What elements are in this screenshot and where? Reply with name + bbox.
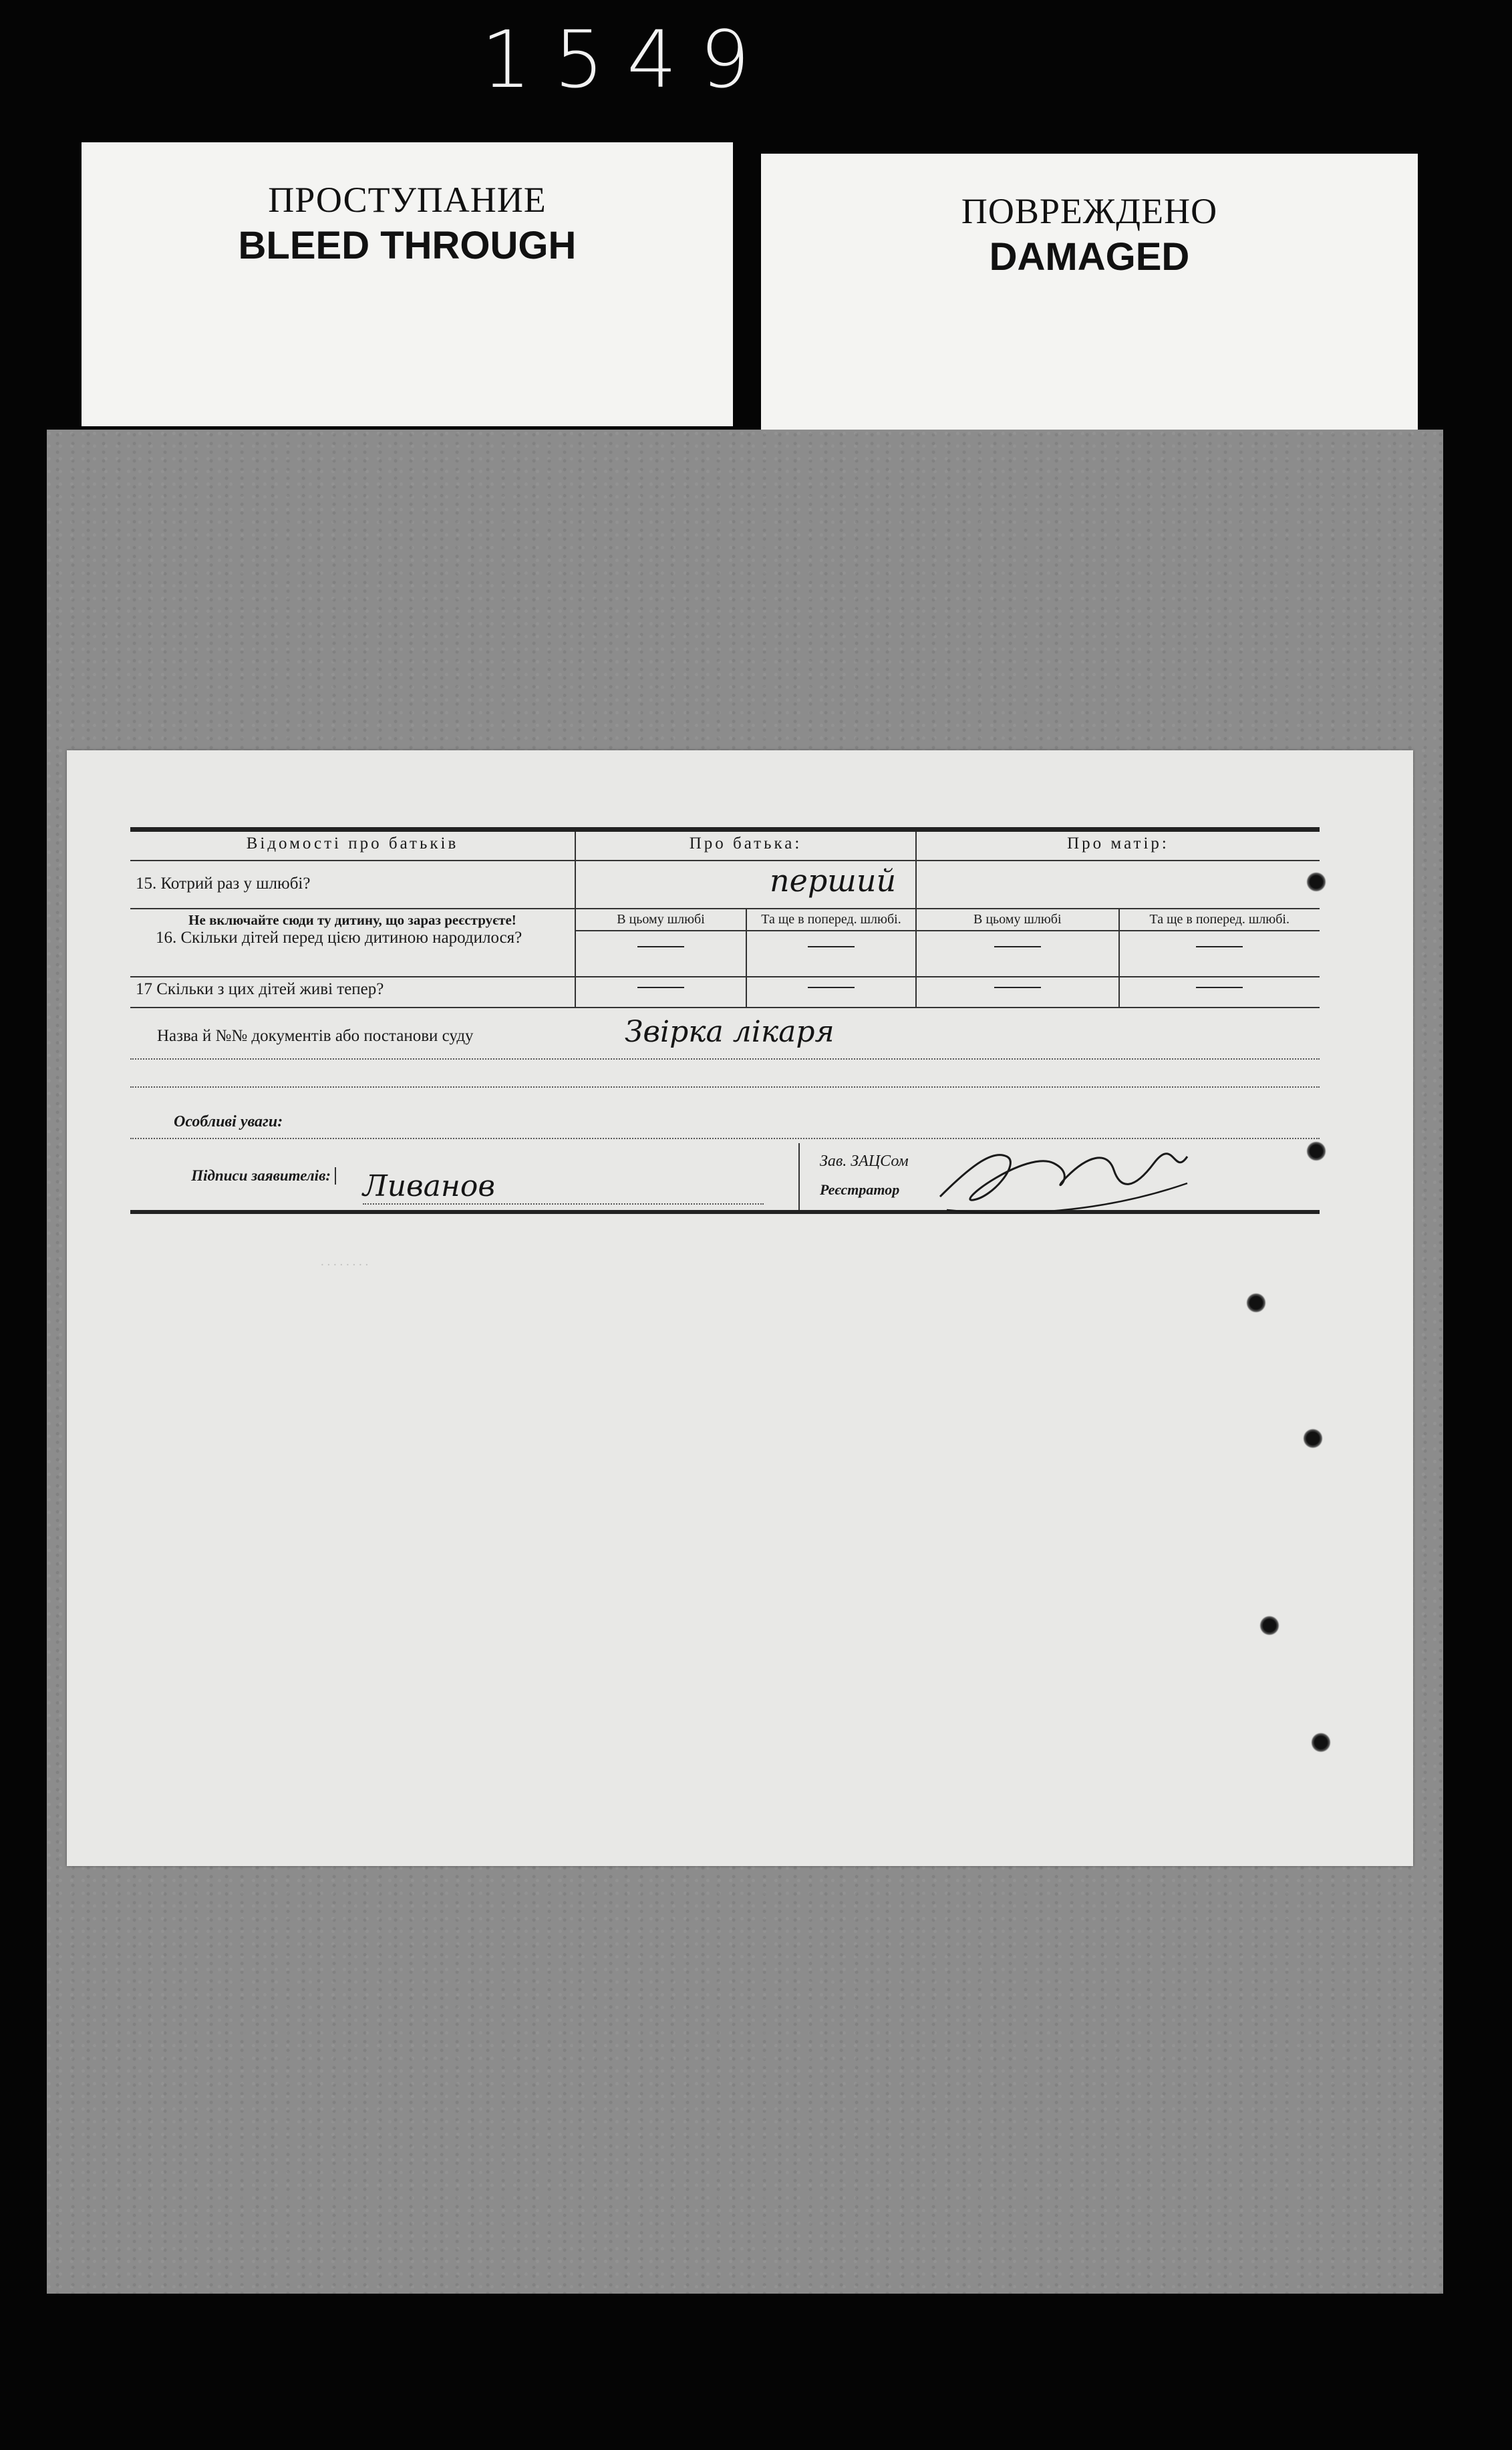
dash-mark xyxy=(994,987,1041,988)
question-16-father-previous xyxy=(746,909,915,976)
question-17-mother-current xyxy=(917,977,1118,1007)
dash-mark xyxy=(637,987,684,988)
question-17-father-previous xyxy=(746,977,915,1007)
header-parents-info: Відомості про батьків xyxy=(246,834,459,853)
registration-form-sheet xyxy=(67,750,1413,1866)
punch-hole xyxy=(1311,1732,1331,1752)
dash-mark xyxy=(1196,987,1243,988)
question-16-label: 16. Скільки дітей перед цією дитиною народилося? xyxy=(156,929,522,947)
punch-hole xyxy=(1303,1428,1323,1448)
dash-mark xyxy=(808,987,855,988)
question-16-mother-cell xyxy=(915,909,1320,976)
question-17-mother-cell xyxy=(915,977,1320,1007)
damaged-label-en: DAMAGED xyxy=(989,235,1190,279)
signatures-row xyxy=(130,1143,1320,1214)
document-value: Звірка лікаря xyxy=(625,1015,835,1049)
punch-hole xyxy=(1306,872,1326,892)
question-16-mother-current xyxy=(917,909,1118,976)
sub-header-current-marriage: В цьому шлюбі xyxy=(576,909,746,931)
document-field xyxy=(130,1008,1320,1060)
registrar-label: Реєстратор xyxy=(820,1181,900,1198)
dash-mark xyxy=(637,946,684,947)
dash-mark xyxy=(1196,946,1243,947)
punch-hole xyxy=(1246,1293,1266,1313)
bleed-through-label-card xyxy=(82,142,733,426)
dash-mark xyxy=(994,946,1041,947)
question-17-father-current xyxy=(576,977,746,1007)
question-16-cell xyxy=(130,909,575,976)
header-about-father: Про батька: xyxy=(575,832,915,860)
registrar-signature xyxy=(933,1136,1214,1223)
sub-header-current-marriage: В цьому шлюбі xyxy=(917,909,1118,931)
bleed-through-text: . . . . . . . . xyxy=(321,1255,369,1269)
damaged-label-card xyxy=(761,154,1418,431)
parents-info-table xyxy=(130,827,1320,1214)
sub-header-previous-marriage: Та ще в поперед. шлюбі. xyxy=(1120,909,1320,931)
applicant-signature: Ливанов xyxy=(363,1169,764,1205)
remarks-label: Особливі уваги: xyxy=(174,1113,283,1130)
dash-mark xyxy=(808,946,855,947)
question-16-note: Не включайте сюди ту дитину, що зараз реєструєте! xyxy=(188,912,516,928)
question-15-label: 15. Котрий раз у шлюбі? xyxy=(136,875,311,893)
document-label: Назва й №№ документів або постанови суду xyxy=(157,1027,474,1045)
question-17-label: 17 Скільки з цих дітей живі тепер? xyxy=(136,980,384,998)
frame-number: 1549 xyxy=(481,13,773,106)
sub-header-previous-marriage: Та ще в поперед. шлюбі. xyxy=(747,909,915,931)
question-15-mother-cell xyxy=(915,861,1320,908)
question-16-mother-previous xyxy=(1118,909,1320,976)
applicant-signature-label: Підписи заявителів: xyxy=(130,1167,336,1185)
remarks-field xyxy=(130,1101,1320,1139)
document-field-extra-line xyxy=(130,1060,1320,1088)
question-17-mother-previous xyxy=(1118,977,1320,1007)
head-of-registry-label: Зав. ЗАЦСом xyxy=(820,1153,909,1170)
question-16-father-cell xyxy=(575,909,915,976)
question-15-father-answer: перший xyxy=(770,863,897,899)
bleed-through-label-ru: ПРОСТУПАНИЕ xyxy=(268,180,547,220)
bleed-through-label-en: BLEED THROUGH xyxy=(238,224,577,267)
header-about-mother: Про матір: xyxy=(915,832,1320,860)
punch-hole xyxy=(1306,1141,1326,1161)
damaged-label-ru: ПОВРЕЖДЕНО xyxy=(961,191,1218,231)
question-17-father-cell xyxy=(575,977,915,1007)
registry-officials-block xyxy=(798,1143,1320,1210)
question-15-father-cell xyxy=(575,861,915,908)
question-16-father-current xyxy=(576,909,746,976)
applicant-signature-block xyxy=(130,1143,798,1210)
punch-hole xyxy=(1259,1616,1279,1636)
